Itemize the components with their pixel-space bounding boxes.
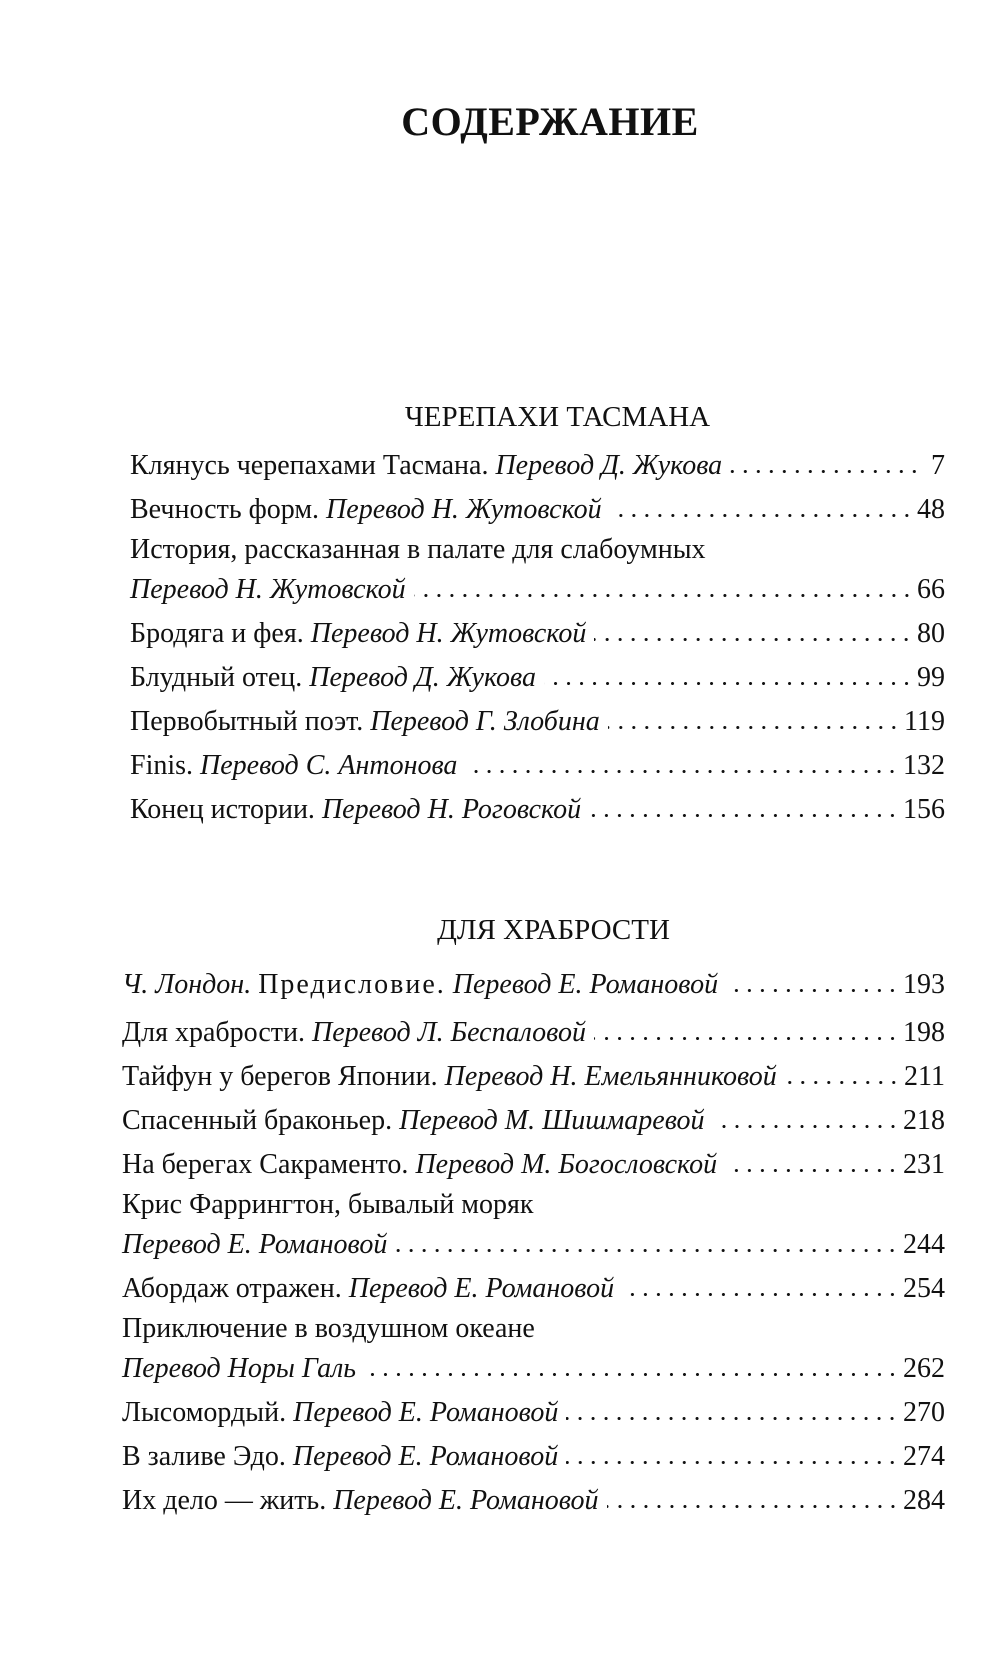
dot-leader — [364, 1359, 899, 1379]
dot-leader — [566, 1447, 899, 1467]
toc-entry[interactable] — [130, 444, 945, 488]
entry-translator: Перевод Е. Романовой — [348, 1273, 615, 1304]
entry-title: Бродяга и фея. — [130, 618, 304, 649]
entry-page-number: 284 — [903, 1485, 945, 1516]
entry-title: Клянусь черепахами Тасмана. — [130, 450, 489, 481]
entry-translator: Перевод С. Антонова — [200, 750, 458, 781]
entry-title: Предисловие. — [258, 969, 446, 1000]
entry-translator: Перевод Норы Галь — [122, 1353, 357, 1384]
dot-leader — [726, 975, 899, 995]
page-title: СОДЕРЖАНИЕ — [401, 99, 699, 144]
toc-entry[interactable] — [122, 1055, 945, 1099]
entry-translator: Перевод Е. Романовой — [122, 1229, 388, 1260]
entry-page-number: 211 — [904, 1061, 945, 1092]
entry-title: Лысомордый. — [122, 1397, 287, 1428]
section-heading: ДЛЯ ХРАБРОСТИ — [437, 914, 670, 946]
dot-leader — [607, 1491, 899, 1511]
toc-entry[interactable] — [130, 788, 945, 832]
dot-leader — [713, 1111, 900, 1131]
dot-leader — [594, 624, 913, 644]
entry-translator: Перевод Е. Романовой — [293, 1397, 559, 1428]
entry-translator: Перевод Д. Жукова — [495, 450, 723, 481]
dot-leader — [414, 580, 913, 600]
entry-translator: Перевод М. Богословской — [415, 1149, 718, 1180]
entry-translator: Перевод Л. Беспаловой — [311, 1017, 586, 1048]
entry-page-number: 80 — [917, 618, 945, 649]
entry-page-number: 244 — [903, 1229, 945, 1260]
dot-leader — [589, 800, 899, 820]
entry-page-number: 270 — [903, 1397, 945, 1428]
entry-translator: Перевод Н. Роговской — [321, 794, 582, 825]
dot-leader — [594, 1023, 899, 1043]
entry-page-number: 254 — [903, 1273, 945, 1304]
entry-title: Абордаж отражен. — [122, 1273, 342, 1304]
dot-leader — [610, 500, 913, 520]
dot-leader — [725, 1155, 899, 1175]
entry-title: Блудный отец. — [130, 662, 303, 693]
entry-page-number: 99 — [917, 662, 945, 693]
entry-title: Крис Фаррингтон, бывалый моряк — [122, 1189, 534, 1220]
entry-title: Вечность форм. — [130, 494, 320, 525]
entry-translator: Перевод Н. Жутовской — [310, 618, 587, 649]
toc-entry[interactable] — [130, 612, 945, 656]
toc-entry[interactable] — [130, 488, 945, 532]
entry-title: Для храбрости. — [122, 1017, 305, 1048]
dot-leader — [730, 456, 921, 476]
entry-page-number: 119 — [904, 706, 945, 737]
toc-entry[interactable] — [122, 1099, 945, 1143]
entry-author: Ч. Лондон. — [122, 969, 252, 1000]
toc-entry[interactable] — [122, 1011, 945, 1055]
entry-title: На берегах Сакраменто. — [122, 1149, 409, 1180]
entry-title: Их дело — жить. — [122, 1485, 327, 1516]
toc-entry[interactable] — [130, 700, 945, 744]
dot-leader — [785, 1067, 900, 1087]
entry-title: Приключение в воздушном океане — [122, 1313, 535, 1344]
toc-entry[interactable] — [130, 532, 945, 612]
entry-translator: Перевод Н. Жутовской — [130, 574, 406, 605]
entry-page-number: 231 — [903, 1149, 945, 1180]
entry-title: Тайфун у берегов Японии. — [122, 1061, 438, 1092]
toc-section-dlya-khrabrosti — [122, 905, 945, 1523]
entry-page-number: 198 — [903, 1017, 945, 1048]
entry-translator: Перевод Д. Жукова — [309, 662, 536, 693]
toc-entry[interactable] — [122, 1143, 945, 1187]
toc-entry[interactable] — [122, 1435, 945, 1479]
dot-leader — [465, 756, 899, 776]
entry-title: Спасенный браконьер. — [122, 1105, 393, 1136]
entry-page-number: 218 — [903, 1105, 945, 1136]
dot-leader — [608, 712, 900, 732]
entry-page-number: 193 — [903, 969, 945, 1000]
entry-page-number: 48 — [917, 494, 945, 525]
section-heading: ЧЕРЕПАХИ ТАСМАНА — [404, 401, 711, 433]
toc-entry[interactable] — [122, 1391, 945, 1435]
toc-entry[interactable] — [122, 1187, 945, 1267]
entry-title: История, рассказанная в палате для слабоумных — [130, 534, 706, 565]
toc-entry[interactable] — [122, 963, 945, 1007]
entry-page-number: 274 — [903, 1441, 945, 1472]
entry-page-number: 262 — [903, 1353, 945, 1384]
entry-title: Конец истории. — [130, 794, 315, 825]
toc-entry[interactable] — [122, 1479, 945, 1523]
entry-translator: Перевод Г. Злобина — [370, 706, 600, 737]
entry-page-number: 156 — [903, 794, 945, 825]
dot-leader — [622, 1279, 899, 1299]
entry-page-number: 132 — [903, 750, 945, 781]
toc-section-cherepakhi-tasmana — [130, 392, 945, 832]
entry-translator: Перевод Н. Жутовской — [326, 494, 602, 525]
entry-translator: Перевод Н. Емельянниковой — [444, 1061, 777, 1092]
entry-translator: Перевод Е. Романовой — [292, 1441, 559, 1472]
entry-title: В заливе Эдо. — [122, 1441, 286, 1472]
toc-entry[interactable] — [130, 656, 945, 700]
dot-leader — [395, 1235, 899, 1255]
toc-entry[interactable] — [130, 744, 945, 788]
entry-translator: Перевод М. Шишмаревой — [399, 1105, 705, 1136]
toc-entry[interactable] — [122, 1267, 945, 1311]
entry-translator: Перевод Е. Романовой — [333, 1485, 599, 1516]
entry-title: Первобытный поэт. — [130, 706, 364, 737]
entry-page-number: 66 — [917, 574, 945, 605]
entry-title: Finis. — [130, 750, 194, 781]
toc-entry[interactable] — [122, 1311, 945, 1391]
dot-leader — [566, 1403, 899, 1423]
entry-page-number: 7 — [931, 450, 945, 481]
dot-leader — [544, 668, 913, 688]
entry-translator: Перевод Е. Романовой — [452, 969, 719, 1000]
